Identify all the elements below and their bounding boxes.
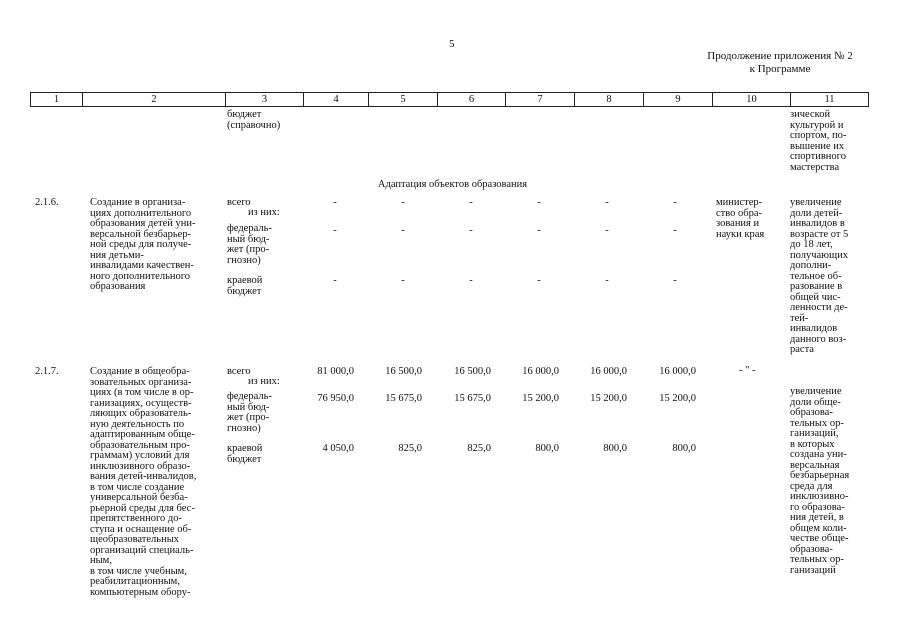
amount-total: 16 000,0: [522, 366, 559, 377]
column-header: 7: [506, 93, 575, 107]
amount-total: 16 500,0: [454, 366, 491, 377]
source-of-which: из них:: [248, 376, 280, 387]
amount-dash: -: [673, 225, 677, 236]
source-regional: краевой бюджет: [227, 275, 263, 297]
expected-result: увеличение доли обще- образова- тельных ор- ганизаций, в которых создана уни- версальная безбарьерная среда для инклюзивно- го образова- ния детей, в общем коли- честве обще- образова- тельных ор- ганизаций: [790, 386, 850, 576]
measure-name: Создание в общеобра- зовательных организа- циях (в том числе в ор- ганизациях, осуществ- ляющих образователь- ную деятельность по адаптированным обще- образовательным про- граммам) условий для инклюзивного образо- вания детей-инвалидов, в том числе создание универсальной безба- рьерной среды для бес- препятственного до- ступа и оснащение об- щеобразовательных организаций специаль- ным, в том числе учебным, реабилитационным, компьютерным обору-: [90, 366, 197, 598]
amount-dash: -: [537, 275, 541, 286]
source-federal: федераль- ный бюд- жет (про- гнозно): [227, 223, 272, 266]
column-header: 2: [83, 93, 226, 107]
amount-dash: -: [401, 275, 405, 286]
amount-federal: 15 675,0: [454, 393, 491, 404]
amount-dash: -: [605, 197, 609, 208]
amount-regional: 800,0: [603, 443, 627, 454]
amount-federal: 15 200,0: [522, 393, 559, 404]
column-header: 1: [31, 93, 83, 107]
amount-dash: -: [469, 197, 473, 208]
source-total: всего: [227, 366, 251, 377]
column-header: 5: [369, 93, 438, 107]
appendix-line-1: Продолжение приложения № 2: [707, 50, 853, 62]
amount-dash: -: [469, 275, 473, 286]
amount-dash: -: [537, 197, 541, 208]
row-number: 2.1.6.: [35, 197, 59, 208]
amount-dash: -: [333, 225, 337, 236]
amount-federal: 15 675,0: [385, 393, 422, 404]
source-of-which: из них:: [248, 207, 280, 218]
amount-regional: 825,0: [467, 443, 491, 454]
amount-dash: -: [333, 197, 337, 208]
section-heading: Адаптация объектов образования: [377, 179, 528, 190]
source-total: всего: [227, 197, 251, 208]
amount-regional: 800,0: [535, 443, 559, 454]
amount-dash: -: [605, 275, 609, 286]
expected-result: увеличение доли детей- инвалидов в возрасте от 5 до 18 лет, получающих дополни- тельное об- разование в общей чис- ленности де- тей- инвалидов данного воз- раста: [790, 197, 849, 355]
column-header: 6: [438, 93, 506, 107]
page-number: 5: [449, 38, 455, 50]
column-header: 11: [791, 93, 869, 107]
amount-dash: -: [333, 275, 337, 286]
measure-name: Создание в организа- циях дополнительного образования детей уни- версальной безбарьер- ной среды для получе- ния детьми- инвалидами качествен- ного дополнительного образования: [90, 197, 196, 292]
amount-dash: -: [673, 275, 677, 286]
appendix-heading: [680, 50, 880, 76]
amount-dash: -: [469, 225, 473, 236]
column-header-table: [30, 92, 869, 107]
amount-dash: -: [401, 197, 405, 208]
source-regional: краевой бюджет: [227, 443, 263, 465]
row-number: 2.1.7.: [35, 366, 59, 377]
column-header: 3: [226, 93, 304, 107]
column-header-row: [31, 93, 869, 107]
source-federal: федераль- ный бюд- жет (про- гнозно): [227, 391, 272, 434]
amount-dash: -: [673, 197, 677, 208]
executor: министер- ство обра- зования и науки края: [716, 197, 765, 240]
amount-regional: 800,0: [672, 443, 696, 454]
column-header: 10: [713, 93, 791, 107]
executor: - " -: [739, 365, 756, 376]
amount-federal: 15 200,0: [590, 393, 627, 404]
amount-federal: 15 200,0: [659, 393, 696, 404]
column-header: 9: [644, 93, 713, 107]
amount-total: 16 000,0: [590, 366, 627, 377]
amount-total: 16 000,0: [659, 366, 696, 377]
appendix-line-2: к Программе: [749, 63, 811, 75]
column-header: 4: [304, 93, 369, 107]
carryover-result: зической культурой и спортом, по- вышение их спортивного мастерства: [790, 109, 847, 173]
amount-total: 81 000,0: [317, 366, 354, 377]
amount-dash: -: [401, 225, 405, 236]
carryover-source: бюджет (справочно): [227, 109, 281, 131]
amount-regional: 4 050,0: [322, 443, 354, 454]
amount-dash: -: [537, 225, 541, 236]
amount-federal: 76 950,0: [317, 393, 354, 404]
amount-regional: 825,0: [398, 443, 422, 454]
amount-total: 16 500,0: [385, 366, 422, 377]
column-header: 8: [575, 93, 644, 107]
amount-dash: -: [605, 225, 609, 236]
